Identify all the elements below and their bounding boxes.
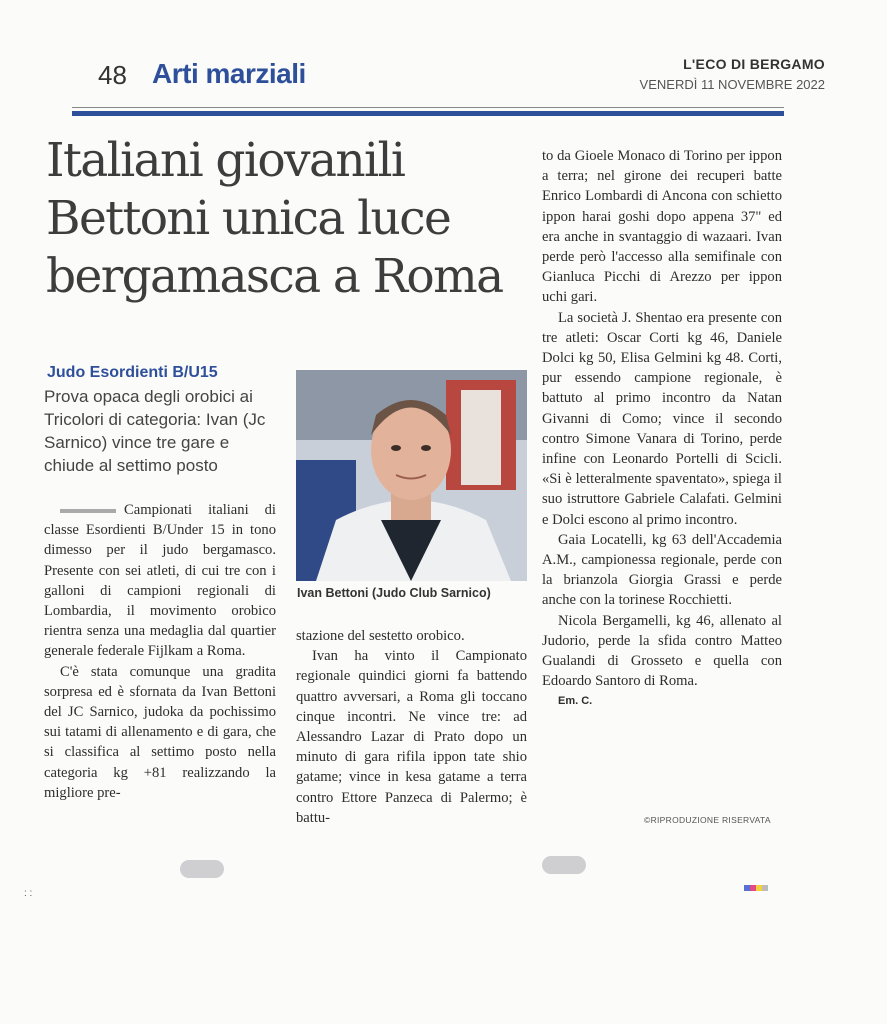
summary: Prova opaca degli orobici ai Tricolori di categoria: Ivan (Jc Sarnico) vince tre gare e chiude al settimo posto — [44, 387, 266, 475]
paragraph — [44, 500, 276, 662]
headline-line: Bettoni unica luce — [46, 191, 451, 246]
lead-marker — [60, 509, 116, 513]
photo-caption: Ivan Bettoni (Judo Club Sarnico) — [297, 586, 491, 600]
paragraph: Ivan ha vinto il Campionato regionale quindici giorni fa battendo quattro avversari, a Roma gli toccano cinque incontri. Ne vince tre: ad Alessandro Lazar di Prato dopo un minuto di gara rifila ippon tate shio gatame; vince in kesa gatame a terra contro Ettore Panzeca di Palermo; è battu- — [296, 648, 527, 826]
page-number: 48 — [98, 60, 127, 90]
masthead — [640, 56, 825, 92]
paragraph: Nicola Bergamelli, kg 46, allenato al Judorio, perde la sfida contro Matteo Gualandi di Grosseto e quella con Edoardo Santoro di Roma. — [542, 612, 782, 690]
body-column-3 — [542, 146, 782, 712]
headline — [46, 132, 546, 306]
athlete-photo-image — [296, 370, 527, 581]
paragraph: to da Gioele Monaco di Torino per ippon a terra; nel girone dei recuperi batte Enrico Lombardi di Ancona con schietto ippon harai goshi dopo appena 37" ed era anche in svantaggio di wazaari. Ivan perde però l'accesso alla semifinale con Gianluca Picchi di Arezzo per ippon uchi gari. — [542, 148, 782, 306]
scan-punch-hole — [180, 860, 224, 878]
paragraph: Gaia Locatelli, kg 63 dell'Accademia A.M., campionessa regionale, perde con la brianzola Giorgia Grassi e perde anche con la torinese Rocchietti. — [542, 531, 782, 609]
scan-marks: : : — [24, 888, 33, 899]
body-column-2 — [296, 626, 527, 828]
author-signature: Em. C. — [558, 695, 593, 708]
paragraph: C'è stata comunque una gradita sorpresa ed è sfornata da Ivan Bettoni del JC Sarnico, judoka da pochissimo sui tatami di allenamento e di gara, che si classifica al settimo posto nella categoria kg +81 realizzando la migliore pre- — [44, 663, 276, 801]
kicker: Judo Esordienti B/U15 — [47, 364, 218, 381]
body-column-1 — [44, 500, 276, 803]
scan-punch-hole — [542, 856, 586, 874]
newspaper-name: L'ECO DI BERGAMO — [683, 56, 825, 72]
header-rule — [72, 111, 784, 116]
athlete-photo — [296, 370, 527, 581]
paragraph-text: Campionati italiani di classe Esordienti B/Under 15 in tono dimesso per il judo bergamasco. Presente con sei atleti, di cui tre con i galloni di campioni regionali di Lombardia, il movimento orobico rientra senza una medaglia dal quartier generale federale Fijlkam a Roma. — [44, 502, 276, 660]
headline-line: Italiani giovanili — [46, 133, 405, 188]
print-color-bar — [744, 878, 770, 884]
paragraph: La società J. Shentao era presente con tre atleti: Oscar Corti kg 46, Daniele Dolci kg 50, Elisa Gelmini kg 48. Corti, pur essendo campione regionale, è battuto al primo incontro da Natan Givanni di Como; vince il secondo contro Simone Vanara di Torino, perde infine con Leonardo Portelli di Scicli. «Si è letteralmente spaventato», spiega il suo istruttore Gabriele Calafati. Gelmini e Dolci escono al primo incontro. — [542, 309, 782, 528]
headline-line: bergamasca a Roma — [46, 249, 503, 304]
header-thin-rule — [72, 107, 784, 108]
issue-date: VENERDÌ 11 NOVEMBRE 2022 — [639, 77, 825, 92]
copyright-notice: ©RIPRODUZIONE RISERVATA — [644, 815, 771, 825]
paragraph: stazione del sestetto orobico. — [296, 628, 465, 644]
section-title: Arti marziali — [152, 58, 306, 89]
